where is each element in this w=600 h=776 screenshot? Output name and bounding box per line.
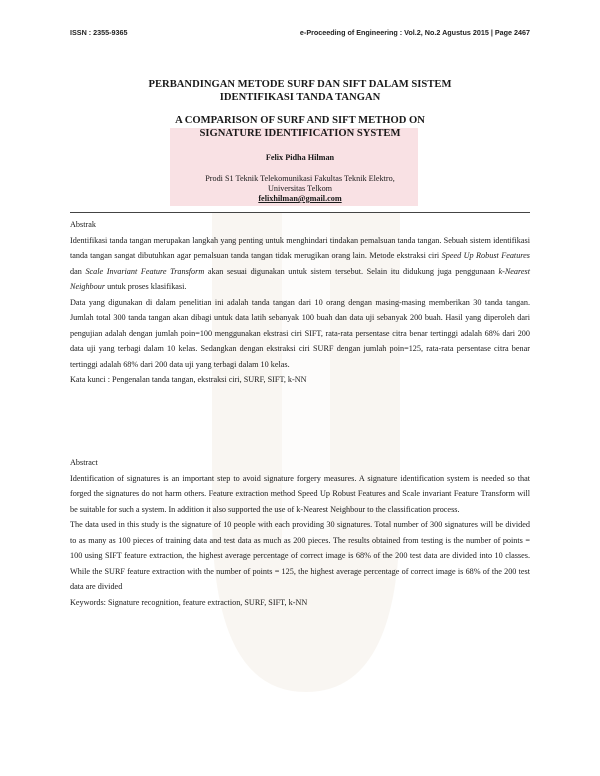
abstrak-heading: Abstrak (70, 220, 96, 229)
title-english (70, 114, 530, 140)
affiliation-line-1: Prodi S1 Teknik Telekomunikasi Fakultas Teknik Elektro, (205, 174, 395, 183)
title-block (70, 78, 530, 204)
abstrak-paragraph-2: Data yang digunakan di dalam penelitian ini adalah tanda tangan dari 10 orang dengan masing-masing memberikan 30 tanda tangan. Jumlah total 300 tanda tangan akan dibagi untuk data latih sebanyak 100 buah dan data uji sebanyak 200 buah. Hasil yang diperoleh dari pengujian adalah dengan jumlah poin=100 menggunakan ekstrasi ciri SIFT, rata-rata persentase citra benar tertinggi adalah 68% dari 200 data uji yang terbagi dalam 10 kelas. Sedangkan dengan ekstraksi ciri SURF dengan jumlah poin=125, rata-rata persentase citra benar tertinggi adalah 68% dari 200 data uji yang terbagi dalam 10 kelas. (70, 297, 530, 369)
issn-label: ISSN : 2355-9365 (70, 28, 128, 37)
surf-term: Speed Up Robust Features (441, 251, 530, 260)
title-id-line-2: IDENTIFIKASI TANDA TANGAN (219, 92, 381, 103)
abstract-keywords: Keywords: Signature recognition, feature extraction, SURF, SIFT, k-NN (70, 597, 308, 607)
abstract-paragraph-1: Identification of signatures is an important step to avoid signature forgery measures. A signature identification system is needed so that forged the signatures do not harm others. Feature extraction method Speed Up Robust Features and Scale invariant Feature Transform will be suitable for such a system. In addition it also supported the use of k-Nearest Neighbour to the classification process. (70, 473, 530, 514)
abstrak-p1-text-c: akan sesuai digunakan untuk sistem tersebut. Selain itu didukung juga penggunaan (204, 266, 499, 276)
abstrak-p1-text-a: Identifikasi tanda tangan merupakan langkah yang penting untuk menghindari tindakan pemalsuan tanda tangan. Sebuah sistem identifikasi tanda tangan sangat dibutuhkan agar pemalsuan tanda tangan tidak merugikan orang lain. Metode ekstraksi ciri (70, 235, 530, 260)
author-name: Felix Pidha Hilman (265, 153, 335, 162)
title-en-line-2: SIGNATURE IDENTIFICATION SYSTEM (199, 128, 401, 139)
abstrak-section (70, 217, 530, 388)
page-header (70, 28, 530, 40)
title-en-line-1: A COMPARISON OF SURF AND SIFT METHOD ON (175, 115, 425, 126)
title-indonesian (70, 78, 530, 104)
abstract-section (70, 455, 530, 610)
abstrak-p1-text-d: untuk proses klasifikasi. (105, 282, 187, 291)
abstract-heading: Abstract (70, 458, 98, 467)
sift-term: Scale Invariant Feature Transform (85, 266, 205, 276)
section-divider (70, 212, 530, 213)
knn-term: k-Nearest Neighbour (70, 266, 530, 291)
author-email-link[interactable]: felixhilman@gmail.com (258, 194, 342, 203)
affiliation-line-2: Universitas Telkom (267, 184, 333, 193)
title-id-line-1: PERBANDINGAN METODE SURF DAN SIFT DALAM SISTEM (148, 79, 452, 90)
abstrak-paragraph-1 (70, 233, 530, 295)
affiliation (70, 174, 530, 194)
abstrak-keywords: Kata kunci : Pengenalan tanda tangan, ekstraksi ciri, SURF, SIFT, k-NN (70, 375, 307, 384)
abstract-paragraph-2: The data used in this study is the signature of 10 people with each providing 30 signatures. Total number of 300 signatures will be divided to as many as 100 pieces of training data and test data as much as 200 pieces. The results obtained from testing is the number of points = 100 using SIFT feature extraction, the highest average percentage of correct image is 68% of the 200 test data are divided into 10 classes. While the SURF feature extraction with the number of points = 125, the highest average percentage of correct image is 68% of the 200 test data are divided (70, 520, 530, 591)
abstrak-p1-text-b: dan (70, 266, 86, 276)
proceeding-label: e-Proceeding of Engineering : Vol.2, No.2 Agustus 2015 | Page 2467 (299, 28, 530, 37)
